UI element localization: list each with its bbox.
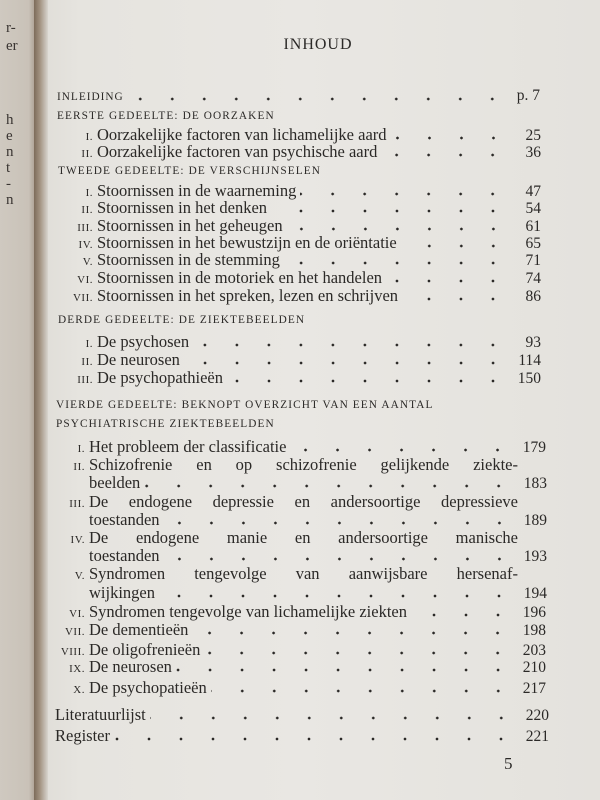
toc-entry	[42, 437, 546, 457]
dot-leader	[176, 668, 514, 672]
chapter-number: I.	[77, 443, 85, 455]
page-reference: 86	[525, 288, 541, 305]
dot-leader	[381, 153, 509, 157]
page-reference: 150	[517, 370, 541, 387]
entry-title: beelden	[89, 473, 141, 492]
dot-leader	[386, 279, 509, 283]
previous-page-text: er	[6, 38, 18, 54]
entry-title: Stoornissen in het spreken, lezen en schrijven	[97, 286, 399, 305]
chapter-number: III.	[69, 498, 85, 510]
toc-entry-line	[42, 455, 546, 475]
chapter-number: I.	[85, 131, 93, 143]
toc-entry	[42, 620, 546, 640]
dot-leader	[287, 227, 509, 231]
toc-entry	[50, 250, 541, 270]
chapter-number: VII.	[72, 292, 93, 304]
entry-title: De neurosen	[89, 657, 172, 676]
toc-entry	[50, 368, 541, 388]
previous-page-text: r-	[6, 20, 16, 36]
previous-page-text: e	[6, 128, 13, 144]
entry-title: De endogene depressie en andersoortige depressieve	[89, 492, 518, 511]
page-reference: 203	[522, 642, 546, 659]
dot-leader	[300, 192, 509, 196]
chapter-number: II.	[73, 461, 85, 473]
page-reference: 93	[525, 334, 541, 351]
toc-entry-continuation	[42, 510, 547, 530]
page-reference: 210	[522, 659, 546, 676]
entry-title: Schizofrenie en op schizofrenie gelijkende ziekte-	[89, 455, 518, 474]
page-reference: 179	[522, 439, 546, 456]
entry-title: De dementieën	[89, 620, 189, 639]
dot-leader	[401, 244, 509, 248]
page-reference: 36	[525, 144, 541, 161]
chapter-number: VII.	[64, 626, 85, 638]
toc-entry	[50, 350, 541, 370]
dot-leader	[411, 613, 514, 617]
toc-entry-intro	[57, 87, 540, 105]
entry-title: Register	[55, 726, 110, 745]
dot-leader	[193, 343, 509, 347]
page-reference: 196	[522, 604, 546, 621]
entry-title: De psychopatieën	[89, 678, 207, 697]
part-heading: EERSTE GEDEELTE: DE OORZAKEN	[57, 110, 275, 122]
entry-title: Oorzakelijke factoren van lichamelijke aard	[97, 125, 387, 144]
page-number: 5	[504, 754, 513, 773]
part-heading: TWEEDE GEDEELTE: DE VERSCHIJNSELEN	[58, 165, 322, 177]
page-reference: 25	[525, 127, 541, 144]
part-heading: VIERDE GEDEELTE: BEKNOPT OVERZICHT VAN EEN AANTAL	[56, 399, 434, 411]
entry-title: Syndromen tengevolge van lichamelijke ziekten	[89, 602, 407, 621]
dot-leader	[144, 484, 515, 488]
entry-title: Stoornissen in de waarneming	[97, 181, 297, 200]
page-reference: 65	[525, 235, 541, 252]
toc-entry-line	[42, 492, 546, 512]
dot-leader	[227, 379, 509, 383]
page-reference: 183	[523, 475, 547, 492]
page-reference: 194	[523, 585, 547, 602]
page-reference: 189	[523, 512, 547, 529]
entry-title: toestanden	[89, 510, 160, 529]
chapter-number: IV.	[70, 534, 85, 546]
dot-leader	[114, 737, 517, 741]
chapter-number: III.	[77, 222, 93, 234]
dot-leader	[159, 594, 515, 598]
chapter-number: V.	[82, 256, 93, 268]
dot-leader	[164, 521, 515, 525]
toc-entry-continuation	[42, 583, 547, 603]
page-reference: 47	[525, 183, 541, 200]
dot-leader	[284, 261, 509, 265]
dot-leader	[192, 631, 514, 635]
chapter-number: II.	[81, 356, 93, 368]
page-reference: p. 7	[516, 87, 540, 104]
chapter-number: II.	[81, 148, 93, 160]
chapter-number: II.	[81, 204, 93, 216]
toc-entry-back-matter	[55, 726, 549, 746]
toc-entry	[50, 268, 541, 288]
previous-page-text: t	[6, 160, 11, 176]
toc-entry-line	[42, 528, 546, 548]
chapter-number: III.	[77, 374, 93, 386]
dot-leader	[402, 297, 509, 301]
entry-title: Stoornissen in de motoriek en het handelen	[97, 268, 383, 287]
entry-title: wijkingen	[89, 583, 155, 602]
toc-entry	[42, 678, 546, 698]
page-title: INHOUD	[283, 36, 353, 53]
previous-page-text: n	[6, 144, 14, 160]
chapter-number: V.	[74, 570, 85, 582]
entry-title: De endogene manie en andersoortige manische	[89, 528, 518, 547]
page-reference: 74	[525, 270, 541, 287]
page-reference: 221	[525, 728, 549, 745]
entry-title: Stoornissen in het bewustzijn en de oriëntatie	[97, 233, 397, 252]
entry-title: Literatuurlijst	[55, 705, 146, 724]
toc-entry-line	[42, 564, 546, 584]
toc-entry	[50, 142, 541, 162]
chapter-number: I.	[85, 338, 93, 350]
chapter-number: VIII.	[60, 646, 85, 658]
page-reference: 220	[525, 707, 549, 724]
toc-entry-continuation	[42, 473, 547, 493]
dot-leader	[271, 209, 509, 213]
toc-entry	[42, 602, 546, 622]
toc-entry	[50, 286, 541, 306]
entry-title: INLEIDING	[57, 91, 124, 103]
dot-leader	[184, 361, 509, 365]
dot-leader	[290, 448, 514, 452]
entry-title: Syndromen tengevolge van aanwijsbare hersenaf-	[89, 564, 518, 583]
toc-entry	[50, 198, 541, 218]
entry-title: Stoornissen in het denken	[97, 198, 268, 217]
previous-page-text: -	[6, 176, 11, 192]
entry-title: De oligofrenieën	[89, 640, 201, 659]
entry-title: Stoornissen in het geheugen	[97, 216, 283, 235]
entry-title: De psychopathieën	[97, 368, 223, 387]
entry-title: De psychosen	[97, 332, 190, 351]
part-heading: PSYCHIATRISCHE ZIEKTEBEELDEN	[56, 418, 275, 430]
chapter-number: X.	[73, 684, 85, 696]
page-reference: 193	[523, 548, 547, 565]
entry-title: toestanden	[89, 546, 160, 565]
chapter-number: VI.	[69, 608, 85, 620]
page-reference: 54	[525, 200, 541, 217]
dot-leader	[164, 557, 515, 561]
entry-title: Het probleem der classificatie	[89, 437, 287, 456]
dot-leader	[391, 136, 509, 140]
toc-entry	[50, 332, 541, 352]
chapter-number: IV.	[78, 239, 93, 251]
chapter-number: I.	[85, 187, 93, 199]
dot-leader	[150, 716, 517, 720]
dot-leader	[204, 651, 514, 655]
dot-leader	[128, 97, 508, 101]
chapter-number: IX.	[69, 663, 85, 675]
entry-title: Stoornissen in de stemming	[97, 250, 280, 269]
dot-leader	[211, 689, 514, 693]
page-reference: 71	[525, 252, 541, 269]
part-heading: DERDE GEDEELTE: DE ZIEKTEBEELDEN	[58, 314, 306, 326]
previous-page-text: n	[6, 192, 14, 208]
toc-entry-back-matter	[55, 705, 549, 725]
page-reference: 114	[518, 352, 541, 369]
page-reference: 217	[522, 680, 546, 697]
page-reference: 61	[525, 218, 541, 235]
entry-title: Oorzakelijke factoren van psychische aard	[97, 142, 378, 161]
page-reference: 198	[522, 622, 546, 639]
entry-title: De neurosen	[97, 350, 180, 369]
toc-entry	[42, 657, 546, 677]
toc-entry-continuation	[42, 546, 547, 566]
previous-page-text: h	[6, 112, 14, 128]
chapter-number: VI.	[77, 274, 93, 286]
